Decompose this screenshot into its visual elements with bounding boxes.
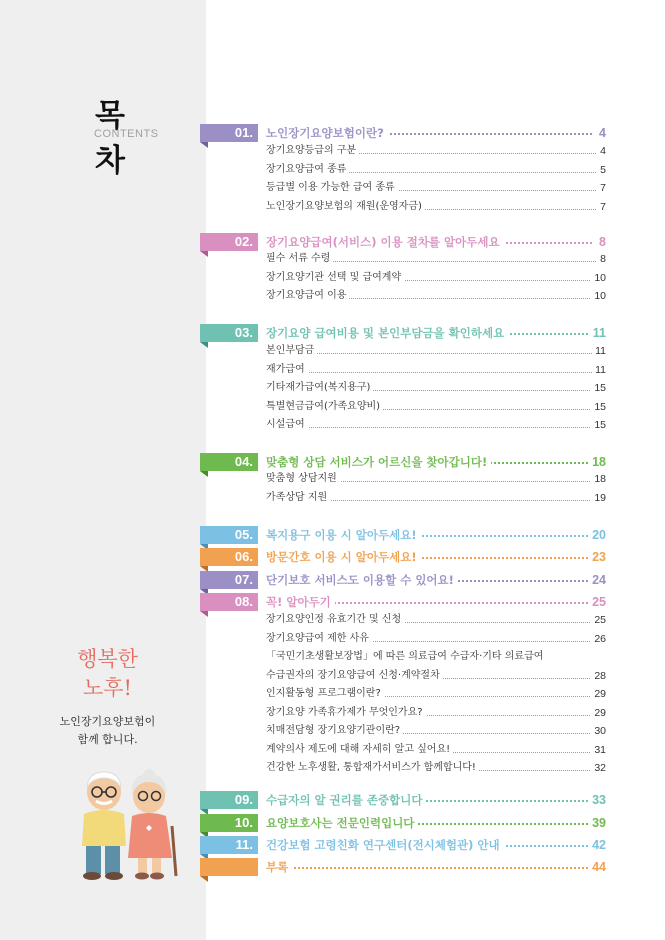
toc-item[interactable]	[266, 706, 606, 720]
toc-item[interactable]	[266, 724, 606, 738]
toc-item-label: 장기요양인정 유효기간 및 신청	[266, 613, 404, 627]
section-page-number: 39	[588, 814, 606, 832]
section-page-number: 33	[588, 791, 606, 809]
toc-section-9[interactable]	[200, 791, 606, 809]
section-number: 04.	[200, 453, 258, 471]
toc-item-label: 인지활동형 프로그램이란?	[266, 687, 384, 701]
toc-item-page-number: 10	[591, 289, 606, 303]
section-leader-dots	[270, 867, 592, 869]
toc-item[interactable]	[266, 289, 606, 303]
toc-item[interactable]	[266, 181, 606, 195]
section-title: 노인장기요양보험이란?	[266, 124, 388, 142]
table-of-contents	[200, 0, 665, 940]
section-title: 장기요양 급여비용 및 본인부담금을 확인하세요	[266, 324, 508, 342]
toc-item[interactable]	[266, 144, 606, 158]
section-page-number: 4	[595, 124, 606, 142]
section-tab-fold	[200, 142, 208, 148]
toc-item-label: 장기요양 가족휴가제가 무엇인가요?	[266, 706, 426, 720]
toc-item[interactable]	[266, 344, 606, 358]
toc-section-10[interactable]	[200, 814, 606, 832]
section-page-number: 8	[595, 233, 606, 251]
section-tab-fold	[200, 251, 208, 257]
toc-item[interactable]	[266, 491, 606, 505]
toc-item[interactable]	[266, 271, 606, 285]
item-leader-dots	[266, 427, 606, 428]
toc-item-label: 기타재가급여(복지용구)	[266, 381, 373, 395]
toc-section-7[interactable]	[200, 571, 606, 589]
toc-item-page-number: 8	[597, 252, 606, 266]
toc-item[interactable]	[266, 761, 606, 775]
toc-item[interactable]	[266, 363, 606, 377]
toc-item-page-number: 11	[592, 344, 606, 358]
toc-item-page-number: 15	[591, 381, 606, 395]
toc-item[interactable]	[266, 252, 606, 266]
toc-item-page-number: 29	[591, 706, 606, 720]
slogan	[40, 645, 175, 749]
section-number	[200, 858, 258, 876]
toc-item-page-number: 5	[597, 163, 606, 177]
toc-item-label: 계약의사 제도에 대해 자세히 알고 싶어요!	[266, 743, 453, 757]
toc-item-page-number: 15	[591, 418, 606, 432]
toc-section-6[interactable]	[200, 548, 606, 566]
toc-section-8[interactable]	[200, 593, 606, 611]
toc-item-label: 건강한 노후생활, 통합재가서비스가 함께합니다!	[266, 761, 479, 775]
section-number: 10.	[200, 814, 258, 832]
section-number: 05.	[200, 526, 258, 544]
section-number: 02.	[200, 233, 258, 251]
section-number: 09.	[200, 791, 258, 809]
section-page-number: 25	[588, 593, 606, 611]
slogan-line-3: 노인장기요양보험이	[59, 715, 156, 728]
toc-section-5[interactable]	[200, 526, 606, 544]
toc-section-4[interactable]	[200, 453, 606, 471]
toc-item-label: 수급권자의 장기요양급여 신청·계약절차	[266, 669, 443, 683]
toc-item-label: 필수 서류 수령	[266, 252, 333, 266]
section-title: 수급자의 알 권리를 존중합니다	[266, 791, 426, 809]
toc-item-label: 노인장기요양보험의 재원(운영자금)	[266, 200, 425, 214]
item-leader-dots	[266, 372, 606, 373]
toc-item-page-number: 7	[597, 181, 606, 195]
section-number: 08.	[200, 593, 258, 611]
toc-item-page-number: 7	[597, 200, 606, 214]
toc-item-page-number: 10	[591, 271, 606, 285]
section-number: 11.	[200, 836, 258, 854]
toc-item-label: 등급별 이용 가능한 급여 종류	[266, 181, 398, 195]
toc-item-page-number: 18	[591, 472, 606, 486]
toc-item[interactable]	[266, 669, 606, 683]
section-page-number: 42	[588, 836, 606, 854]
section-tab-fold	[200, 342, 208, 348]
toc-item-label: 치매전담형 장기요양기관이란?	[266, 724, 403, 738]
toc-item-page-number: 31	[591, 743, 606, 757]
slogan-line-1: 행복한	[77, 647, 138, 671]
toc-item[interactable]	[266, 743, 606, 757]
toc-item[interactable]	[266, 650, 606, 664]
section-tab-fold	[200, 471, 208, 477]
toc-item[interactable]	[266, 687, 606, 701]
toc-item-page-number: 26	[591, 632, 606, 646]
section-title: 맞춤형 상담 서비스가 어르신을 찾아갑니다!	[266, 453, 491, 471]
toc-item-label: 가족상담 지원	[266, 491, 330, 505]
section-number: 03.	[200, 324, 258, 342]
section-tab-fold	[200, 876, 208, 882]
toc-item-page-number: 11	[592, 363, 606, 377]
section-title: 부록	[266, 858, 292, 876]
toc-item[interactable]	[266, 400, 606, 414]
toc-item[interactable]	[266, 472, 606, 486]
toc-item-label: 장기요양급여 종류	[266, 163, 349, 177]
section-title: 단기보호 서비스도 이용할 수 있어요!	[266, 571, 458, 589]
slogan-line-2: 노후!	[82, 676, 132, 700]
section-page-number: 11	[589, 324, 606, 342]
toc-item-page-number: 15	[591, 400, 606, 414]
slogan-line-4: 함께 합니다.	[77, 733, 138, 746]
toc-item-label: 시설급여	[266, 418, 308, 432]
toc-item-page-number: 4	[597, 144, 606, 158]
section-title: 방문간호 이용 시 알아두세요!	[266, 548, 421, 566]
section-title: 복지용구 이용 시 알아두세요!	[266, 526, 421, 544]
toc-section-2[interactable]	[200, 233, 606, 251]
elderly-couple-illustration	[72, 766, 182, 881]
section-title: 건강보험 고령친화 연구센터(전시체험관) 안내	[266, 836, 504, 854]
section-page-number: 20	[588, 526, 606, 544]
toc-item-label: 맞춤형 상담지원	[266, 472, 340, 486]
toc-item-page-number: 29	[591, 687, 606, 701]
section-page-number: 24	[588, 571, 606, 589]
section-title: 장기요양급여(서비스) 이용 절차를 알아두세요	[266, 233, 504, 251]
toc-item-label: 특별현금급여(가족요양비)	[266, 400, 383, 414]
toc-section-11[interactable]	[200, 836, 606, 854]
toc-section-3[interactable]	[200, 324, 606, 342]
page-subtitle: CONTENTS	[94, 128, 159, 140]
toc-item[interactable]	[266, 632, 606, 646]
toc-item-page-number: 25	[591, 613, 606, 627]
toc-item-label: 장기요양기관 선택 및 급여계약	[266, 271, 404, 285]
section-page-number: 23	[588, 548, 606, 566]
toc-item-label: 장기요양등급의 구분	[266, 144, 359, 158]
toc-section-1[interactable]	[200, 124, 606, 142]
section-title: 요양보호사는 전문인력입니다	[266, 814, 418, 832]
section-title: 꼭! 알아두기	[266, 593, 335, 611]
page-title: 목 차	[95, 98, 129, 179]
section-page-number: 18	[588, 453, 606, 471]
toc-item-label: 재가급여	[266, 363, 308, 377]
toc-item-page-number: 30	[591, 724, 606, 738]
toc-item-page-number: 32	[591, 761, 606, 775]
toc-item-label: 본인부담금	[266, 344, 317, 358]
section-number: 07.	[200, 571, 258, 589]
toc-item-label: 장기요양급여 이용	[266, 289, 349, 303]
toc-item[interactable]	[266, 163, 606, 177]
toc-item-page-number: 28	[591, 669, 606, 683]
toc-item[interactable]	[266, 200, 606, 214]
toc-item[interactable]	[266, 613, 606, 627]
toc-item[interactable]	[266, 418, 606, 432]
section-page-number: 44	[588, 858, 606, 876]
toc-item-label: 장기요양급여 제한 사유	[266, 632, 372, 646]
toc-item[interactable]	[266, 381, 606, 395]
section-number: 01.	[200, 124, 258, 142]
section-tab-fold	[200, 611, 208, 617]
toc-item-label: 「국민기초생활보장법」에 따른 의료급여 수급자·기타 의료급여	[266, 650, 546, 664]
section-number: 06.	[200, 548, 258, 566]
toc-item-page-number: 19	[591, 491, 606, 505]
toc-section-12[interactable]	[200, 858, 606, 876]
